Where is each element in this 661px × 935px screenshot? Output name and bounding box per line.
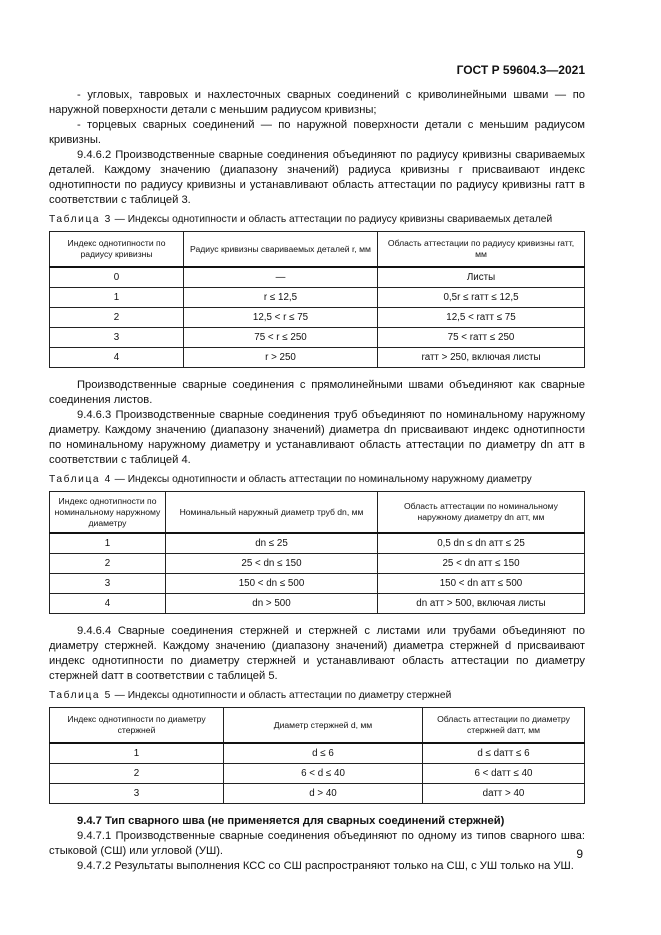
page-content: [49, 88, 585, 874]
table-cell: 4: [50, 594, 166, 614]
table-cell: 1: [50, 288, 184, 308]
table-header-row: [50, 232, 585, 268]
table-cell: 0: [50, 267, 184, 288]
table-header-row: [50, 708, 585, 744]
table-5-caption: [49, 690, 585, 701]
table-5-caption-label: Таблица 5: [49, 690, 112, 701]
table-5-caption-text: — Индексы однотипности и область аттестации по диаметру стержней: [111, 690, 452, 701]
table-3-caption-text: — Индексы однотипности и область аттестации по радиусу кривизны свариваемых деталей: [111, 214, 553, 225]
table-3-caption-label: Таблица 3: [49, 214, 112, 225]
paragraph: 9.4.7.2 Результаты выполнения КСС со СШ распространяют только на СШ, с УШ только на УШ.: [77, 860, 574, 872]
column-header: Радиус кривизны свариваемых деталей r, мм: [184, 232, 378, 268]
table-row: [50, 554, 585, 574]
paragraph: 9.4.6.4 Сварные соединения стержней и стержней с листами или трубами объединяют по диаметру стержней. Каждому значению (диапазону значений) диаметра стержней d присваивают индекс однотипности по диаметру стержней и устанавливают область аттестации по диаметру стержней dатт в соответствии с таблицей 5.: [49, 625, 585, 682]
paragraph: - торцевых сварных соединений — по наружной поверхности детали с меньшим радиусом кривизны.: [49, 119, 585, 146]
page-number: 9: [576, 847, 583, 861]
column-header: Область аттестации по радиусу кривизны rатт, мм: [378, 232, 585, 268]
table-cell: 0,5 dn ≤ dn атт ≤ 25: [378, 533, 585, 554]
table-cell: 6 < d ≤ 40: [224, 764, 423, 784]
table-row: [50, 328, 585, 348]
table-cell: d ≤ dатт ≤ 6: [423, 743, 585, 764]
table-4-caption-text: — Индексы однотипности и область аттестации по номинальному наружному диаметру: [111, 474, 532, 485]
column-header: Индекс однотипности по номинальному наружному диаметру: [50, 492, 166, 534]
paragraph: 9.4.6.3 Производственные сварные соединения труб объединяют по номинальному наружному диаметру. Каждому значению (диапазону значений) диаметра dn присваивают индекс однотипности по номинальному наружному диаметру и устанавливают область аттестации по диаметру dn атт в соответствии с таблицей 4.: [49, 409, 585, 466]
table-cell: 25 < dn атт ≤ 150: [378, 554, 585, 574]
table-3: [49, 231, 585, 368]
paragraph: 9.4.6.2 Производственные сварные соединения объединяют по радиусу кривизны свариваемых деталей. Каждому значению (диапазону значений) радиуса кривизны r присваивают индекс однотипности по радиусу кривизны и устанавливают область аттестации по радиусу кривизны rатт в соответствии с таблицей 3.: [49, 149, 585, 206]
table-cell: dn ≤ 25: [166, 533, 378, 554]
table-row: [50, 308, 585, 328]
table-cell: 25 < dn ≤ 150: [166, 554, 378, 574]
table-4-caption: [49, 474, 585, 485]
table-header-row: [50, 492, 585, 534]
table-5: [49, 707, 585, 804]
table-cell: r > 250: [184, 348, 378, 368]
table-cell: 2: [50, 308, 184, 328]
column-header: Диаметр стержней d, мм: [224, 708, 423, 744]
table-cell: 2: [50, 764, 224, 784]
table-cell: dn атт > 500, включая листы: [378, 594, 585, 614]
paragraph: - угловых, тавровых и нахлесточных сварных соединений с криволинейными швами — по наружной поверхности детали с меньшим радиусом кривизны;: [49, 89, 585, 116]
table-row: [50, 267, 585, 288]
spacer: [49, 368, 585, 378]
table-3-caption: [49, 214, 585, 225]
document-header: ГОСТ Р 59604.3—2021: [456, 63, 585, 77]
table-4: [49, 491, 585, 614]
column-header: Номинальный наружный диаметр труб dn, мм: [166, 492, 378, 534]
table-4-caption-label: Таблица 4: [49, 474, 112, 485]
column-header: Область аттестации по номинальному наружному диаметру dn атт, мм: [378, 492, 585, 534]
spacer: [49, 804, 585, 814]
table-cell: 6 < dатт ≤ 40: [423, 764, 585, 784]
table-cell: 1: [50, 743, 224, 764]
table-cell: 2: [50, 554, 166, 574]
table-cell: d > 40: [224, 784, 423, 804]
table-cell: dатт > 40: [423, 784, 585, 804]
table-row: [50, 743, 585, 764]
table-cell: 75 < rатт ≤ 250: [378, 328, 585, 348]
table-row: [50, 764, 585, 784]
table-cell: 12,5 < r ≤ 75: [184, 308, 378, 328]
paragraph: Производственные сварные соединения с прямолинейными швами объединяют как сварные соединения листов.: [49, 379, 585, 406]
table-cell: dn > 500: [166, 594, 378, 614]
table-cell: 3: [50, 574, 166, 594]
table-row: [50, 288, 585, 308]
table-cell: 1: [50, 533, 166, 554]
table-cell: —: [184, 267, 378, 288]
column-header: Область аттестации по диаметру стержней dатт, мм: [423, 708, 585, 744]
table-row: [50, 574, 585, 594]
table-cell: d ≤ 6: [224, 743, 423, 764]
table-row: [50, 348, 585, 368]
column-header: Индекс однотипности по радиусу кривизны: [50, 232, 184, 268]
table-cell: 4: [50, 348, 184, 368]
paragraph: 9.4.7.1 Производственные сварные соединения объединяют по одному из типов сварного шва: стыковой (СШ) или угловой (УШ).: [49, 830, 585, 857]
table-cell: rатт > 250, включая листы: [378, 348, 585, 368]
table-cell: 150 < dn атт ≤ 500: [378, 574, 585, 594]
table-cell: 0,5r ≤ rатт ≤ 12,5: [378, 288, 585, 308]
table-cell: 75 < r ≤ 250: [184, 328, 378, 348]
table-row: [50, 784, 585, 804]
table-cell: Листы: [378, 267, 585, 288]
table-cell: r ≤ 12,5: [184, 288, 378, 308]
table-row: [50, 533, 585, 554]
table-cell: 3: [50, 328, 184, 348]
table-cell: 3: [50, 784, 224, 804]
table-cell: 12,5 < rатт ≤ 75: [378, 308, 585, 328]
section-heading: 9.4.7 Тип сварного шва (не применяется для сварных соединений стержней): [77, 815, 505, 827]
column-header: Индекс однотипности по диаметру стержней: [50, 708, 224, 744]
table-row: [50, 594, 585, 614]
table-cell: 150 < dn ≤ 500: [166, 574, 378, 594]
spacer: [49, 614, 585, 624]
